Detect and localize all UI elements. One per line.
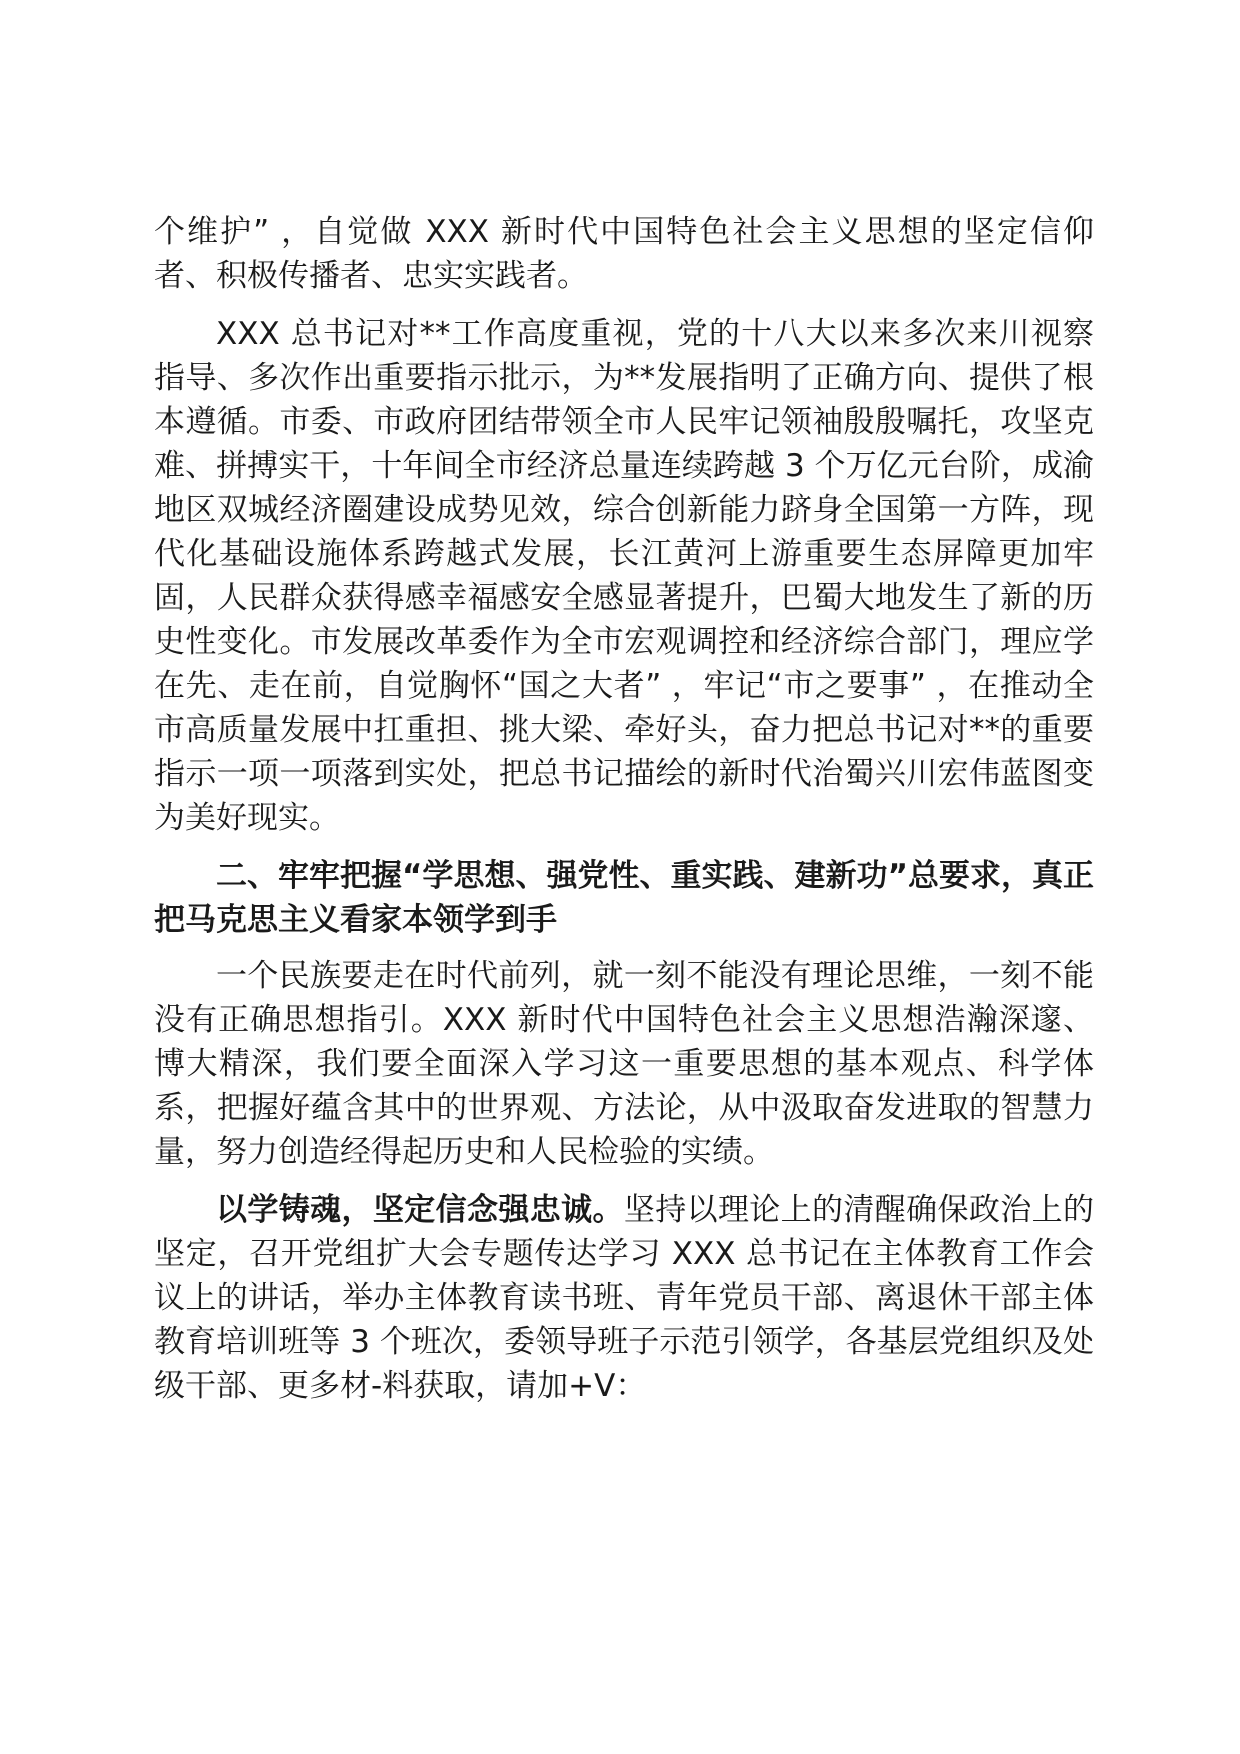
paragraph-continuation: 个维护” ，自觉做 XXX 新时代中国特色社会主义思想的坚定信仰者、积极传播者、忠实实践者。 [154,214,1094,294]
section-heading-two: 二、牢牢把握“学思想、强党性、重实践、建新功”总要求，真正把马克思主义看家本领学到手 [154,858,1094,938]
paragraph-lead-phrase: 以学铸魂，坚定信念强忠诚。 [216,1192,624,1228]
paragraph-achievements: XXX 总书记对**工作高度重视，党的十八大以来多次来川视察指导、多次作出重要指示批示，为**发展指明了正确方向、提供了根本遵循。市委、市政府团结带领全市人民牢记领袖殷殷嘱托，攻坚克难、拼搏实干，十年间全市经济总量连续跨越 3 个万亿元台阶，成渝地区双城经济圈建设成势见效，综合创新能力跻身全国第一方阵，现代化基础设施体系跨越式发展，长江黄河上游重要生态屏障更加牢固，人民群众获得感幸福感安全感显著提升，巴蜀大地发生了新的历史性变化。市发展改革委作为全市宏观调控和经济综合部门，理应学在先、走在前，自觉胸怀“国之大者” ，牢记“市之要事” ，在推动全市高质量发展中扛重担、挑大梁、牵好头，奋力把总书记对**的重要指示一项一项落到实处，把总书记描绘的新时代治蜀兴川宏伟蓝图变为美好现实。 [154,316,1094,836]
document-body [154,210,1094,1422]
paragraph-theory: 一个民族要走在时代前列，就一刻不能没有理论思维，一刻不能没有正确思想指引。XXX 新时代中国特色社会主义思想浩瀚深邃、博大精深，我们要全面深入学习这一重要思想的基本观点、科学体系，把握好蕴含其中的世界观、方法论，从中汲取奋发进取的智慧力量，努力创造经得起历史和人民检验的实绩。 [154,958,1094,1170]
paragraph-body-text: 坚持以理论上的清醒确保政治上的坚定，召开党组扩大会专题传达学习 XXX 总书记在主体教育工作会议上的讲话，举办主体教育读书班、青年党员干部、离退休干部主体教育培训班等 3 个班次，委领导班子示范引领学，各基层党组织及处级干部、更多材-料获取，请加+V： [154,1192,1095,1404]
paragraph-soul-forging [154,1188,1094,1408]
